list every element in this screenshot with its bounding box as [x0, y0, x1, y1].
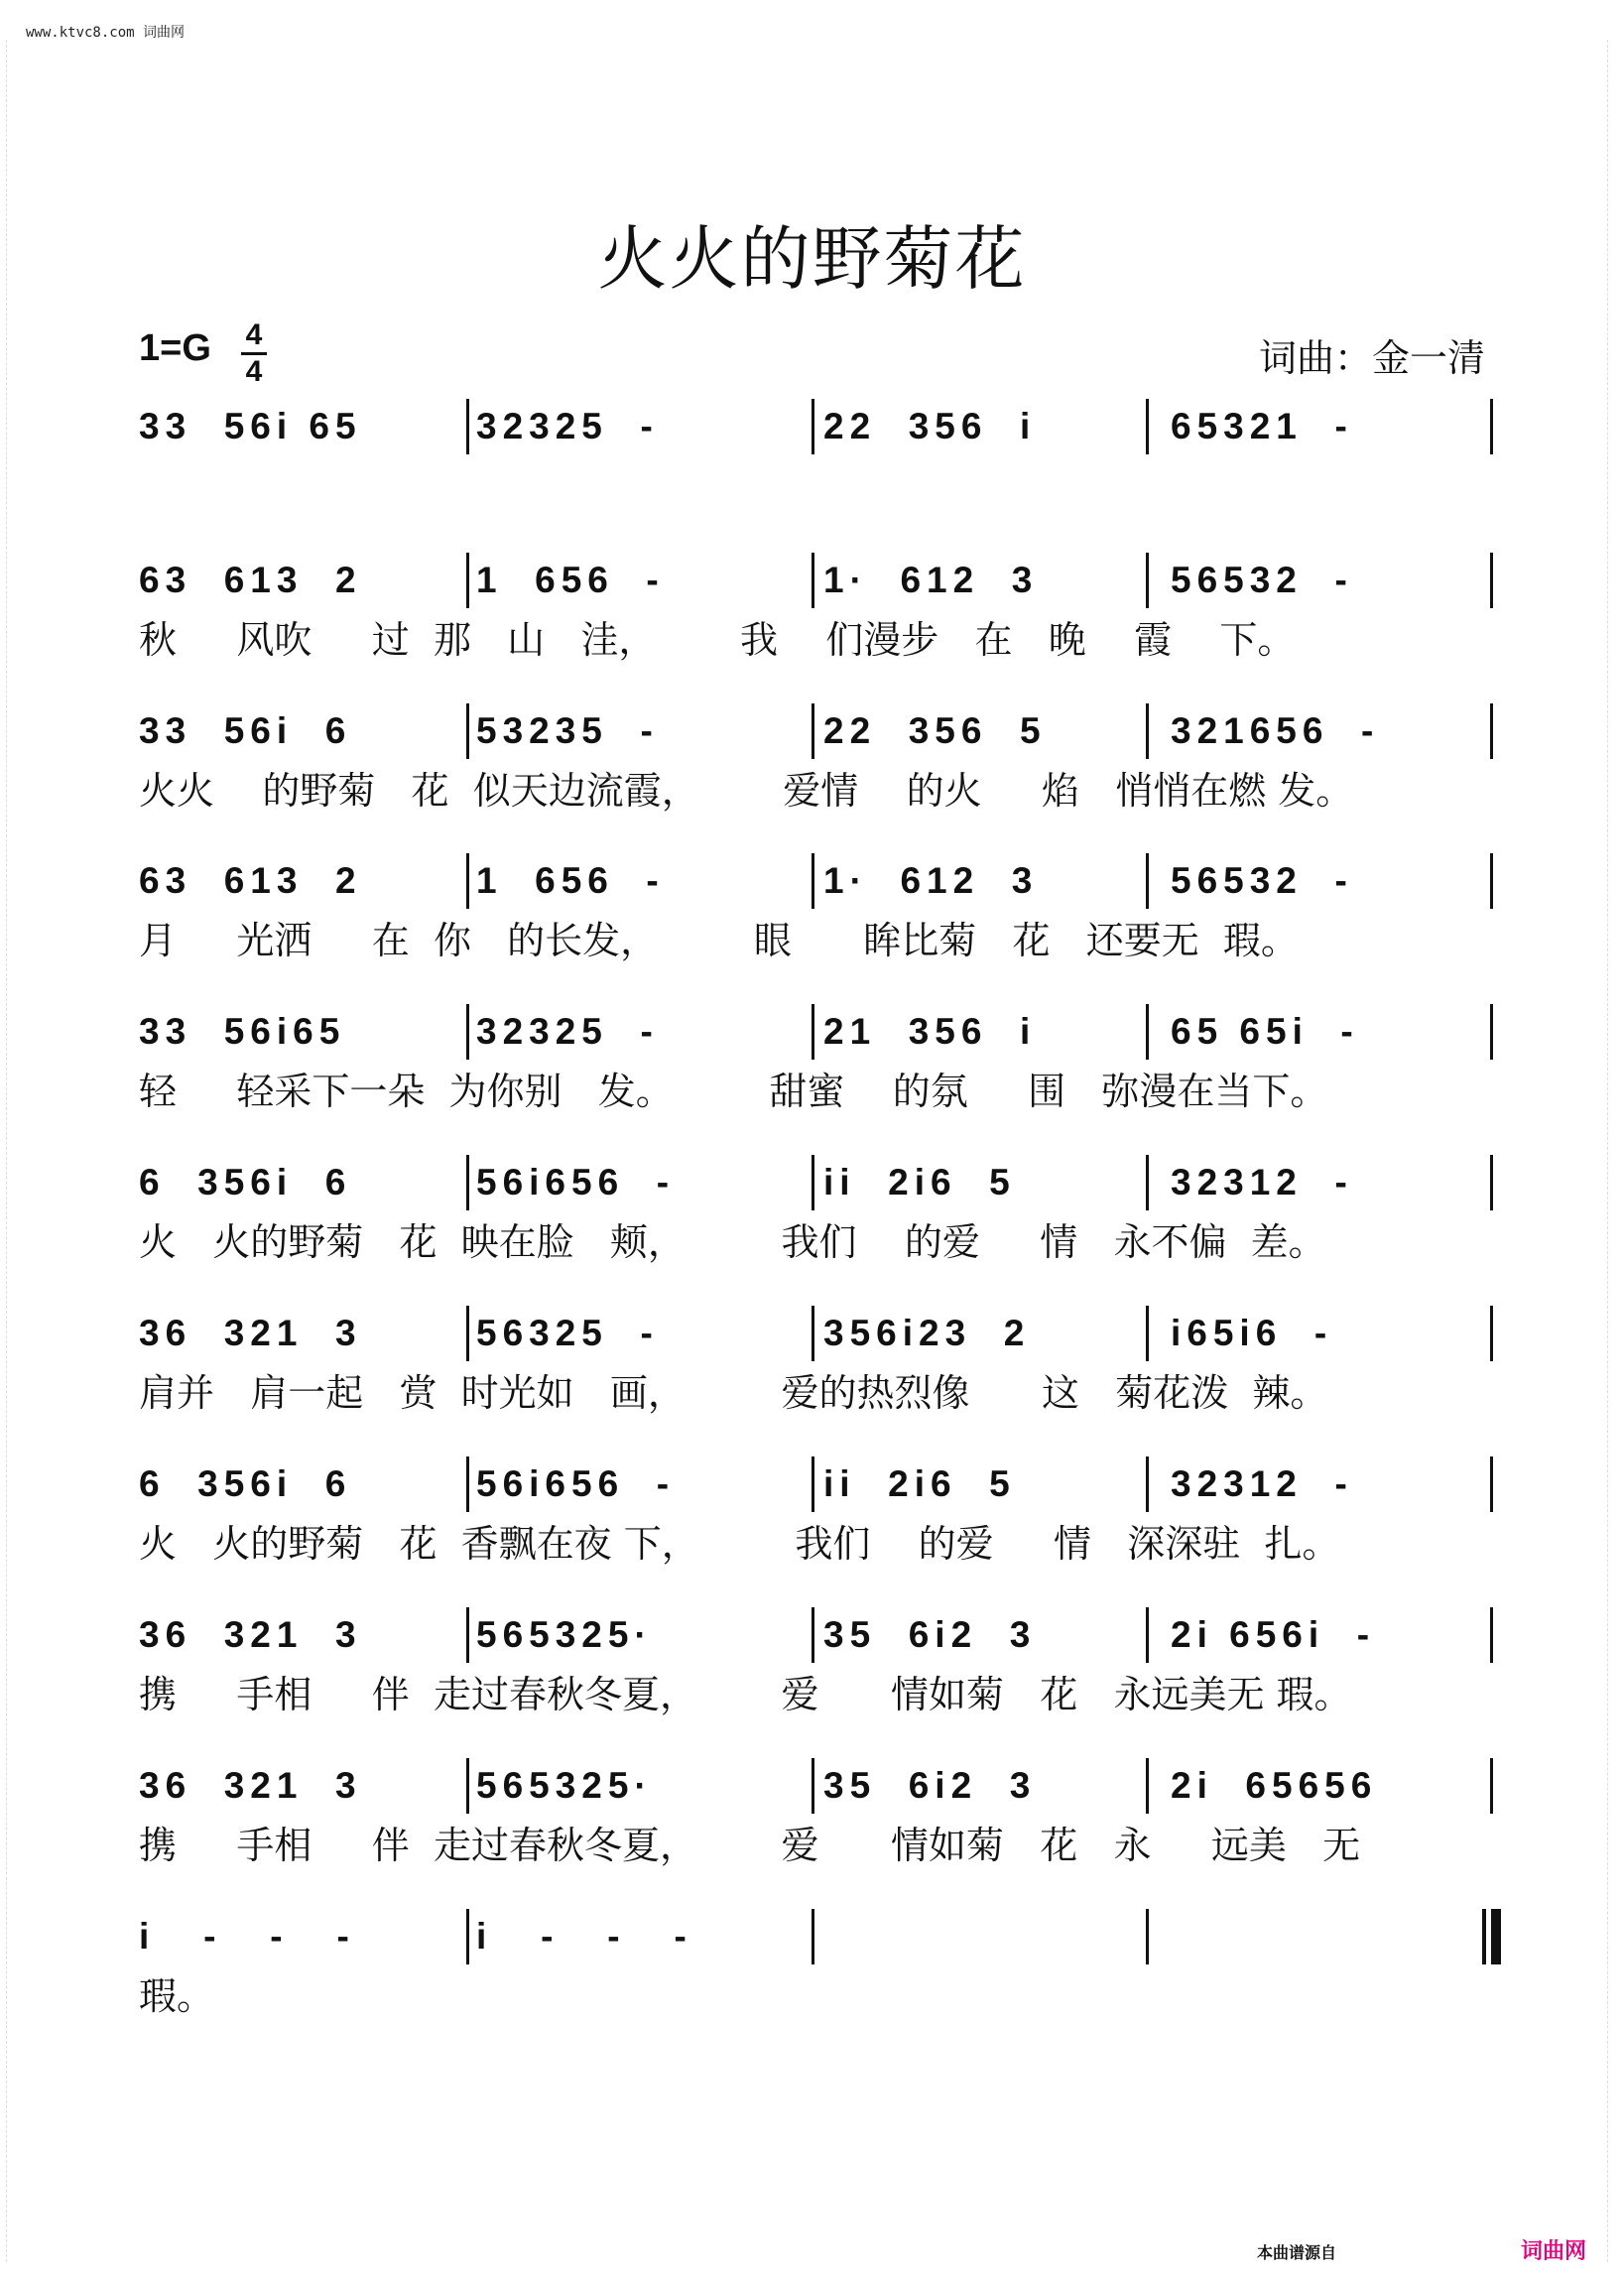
measure: 53235 - — [476, 710, 659, 751]
notation-row — [139, 551, 1498, 610]
barline — [1146, 553, 1149, 608]
measure: 56i656 - — [476, 1463, 676, 1504]
notation-row — [139, 1002, 1498, 1062]
measure: 36 321 3 — [139, 1614, 362, 1655]
barline — [1146, 703, 1149, 759]
barline — [1490, 1004, 1493, 1060]
measure: 2i 65656 — [1171, 1765, 1378, 1806]
measure: 22 356 5 — [823, 710, 1047, 751]
barline — [466, 553, 469, 608]
measure: i65i6 - — [1171, 1313, 1333, 1353]
footer-site-logo: 词曲网 — [1520, 2239, 1586, 2264]
barline — [466, 1909, 469, 1964]
measure: 356i23 2 — [823, 1313, 1031, 1353]
footer-source: 本曲谱源自 — [1256, 2243, 1336, 2262]
measure: 321656 - — [1171, 710, 1380, 751]
measure: 33 56i65 — [139, 1011, 346, 1052]
barline — [466, 1004, 469, 1060]
lyric-line: 携 手相 伴 走过春秋冬夏， 爱 情如菊 花 永 远美 无 — [139, 1824, 1361, 1867]
measure: 22 356 i — [823, 406, 1037, 446]
notation-row — [139, 1756, 1498, 1816]
measure: i - - - — [476, 1916, 692, 1957]
measure: 32325 - — [476, 1011, 659, 1052]
final-barline — [1482, 1909, 1486, 1964]
lyric-line: 轻 轻采下一朵 为你别 发。 甜蜜 的氛 围 弥漫在当下。 — [139, 1070, 1328, 1113]
barline — [1490, 1306, 1493, 1361]
measure: 32312 - — [1171, 1162, 1353, 1202]
barline — [812, 1758, 814, 1814]
measure: 1 656 - — [476, 860, 665, 901]
measure: 33 56i 6 — [139, 710, 352, 751]
header-url: www.ktvc8.com 词曲网 — [26, 25, 186, 41]
measure: ii 2i6 5 — [823, 1162, 1016, 1202]
measure: 6 356i 6 — [139, 1162, 352, 1202]
measure: 56i656 - — [476, 1162, 676, 1202]
barline — [812, 1607, 814, 1663]
lyric-line — [139, 458, 1498, 514]
right-watermark-strip — [1607, 40, 1618, 2262]
measure: 36 321 3 — [139, 1313, 362, 1353]
barline — [812, 1909, 814, 1964]
measure: ii 2i6 5 — [823, 1463, 1016, 1504]
lyric-line: 瑕。 — [139, 1974, 215, 2018]
measure: 35 6i2 3 — [823, 1765, 1037, 1806]
barline — [466, 853, 469, 909]
barline — [812, 853, 814, 909]
barline — [812, 703, 814, 759]
barline — [1146, 1758, 1149, 1814]
notation-row — [139, 701, 1498, 761]
measure: 565325· — [476, 1614, 653, 1655]
measure: 6 356i 6 — [139, 1463, 352, 1504]
barline — [466, 399, 469, 454]
lyric-line: 火火 的野菊 花 似天边流霞， 爱情 的火 焰 悄悄在燃 发。 — [139, 769, 1354, 813]
barline — [812, 1004, 814, 1060]
measure — [1171, 1907, 1488, 1966]
measure: 56325 - — [476, 1313, 659, 1353]
barline — [1146, 1909, 1149, 1964]
measure: 65321 - — [1171, 406, 1353, 446]
barline — [466, 1758, 469, 1814]
measure: 32312 - — [1171, 1463, 1353, 1504]
measure: 565325· — [476, 1765, 653, 1806]
measure: 33 56i 65 — [139, 406, 362, 446]
barline — [1146, 1004, 1149, 1060]
left-watermark-strip — [6, 40, 17, 2262]
measure: 2i 656i - — [1171, 1614, 1376, 1655]
key-signature: 1=G — [139, 327, 211, 369]
barline — [1146, 1607, 1149, 1663]
barline — [1490, 853, 1493, 909]
barline — [812, 1155, 814, 1210]
measure: 36 321 3 — [139, 1765, 362, 1806]
lyric-line: 肩并 肩一起 赏 时光如 画， 爱的热烈像 这 菊花泼 辣。 — [139, 1371, 1328, 1415]
measure: 65 65i - — [1171, 1011, 1359, 1052]
measure: 63 613 2 — [139, 560, 362, 600]
lyric-line: 火 火的野菊 花 香飘在夜 下， 我们 的爱 情 深深驻 扎。 — [139, 1522, 1340, 1566]
author-credit: 词曲：金一清 — [1258, 336, 1485, 380]
barline — [812, 399, 814, 454]
notation-row — [139, 1605, 1498, 1665]
lyric-line: 秋 风吹 过 那 山 洼， 我 们漫步 在 晚 霞 下。 — [139, 618, 1296, 662]
notation-row — [139, 1455, 1498, 1514]
barline — [1490, 703, 1493, 759]
barline — [1490, 399, 1493, 454]
measure: 56532 - — [1171, 860, 1353, 901]
barline — [466, 703, 469, 759]
time-signature: 4 4 — [241, 319, 267, 388]
measure — [823, 1907, 1141, 1966]
notation-row — [139, 1304, 1498, 1363]
measure: i - - - — [139, 1916, 355, 1957]
lyric-line: 月 光洒 在 你 的长发， 眼 眸比菊 花 还要无 瑕。 — [139, 919, 1299, 962]
barline — [1490, 1456, 1493, 1512]
final-barline — [1491, 1909, 1501, 1964]
barline — [1146, 1306, 1149, 1361]
measure: 63 613 2 — [139, 860, 362, 901]
measure: 21 356 i — [823, 1011, 1037, 1052]
barline — [1146, 1155, 1149, 1210]
notation-row — [139, 1907, 1498, 1966]
barline — [1146, 399, 1149, 454]
barline — [1490, 1155, 1493, 1210]
measure: 1 656 - — [476, 560, 665, 600]
notation-row — [139, 851, 1498, 911]
notation-row — [139, 1153, 1498, 1212]
barline — [812, 1456, 814, 1512]
barline — [466, 1155, 469, 1210]
barline — [1146, 1456, 1149, 1512]
measure: 1· 612 3 — [823, 560, 1039, 600]
measure: 32325 - — [476, 406, 659, 446]
lyric-line: 携 手相 伴 走过春秋冬夏， 爱 情如菊 花 永远美无 瑕。 — [139, 1673, 1352, 1716]
barline — [1490, 1607, 1493, 1663]
measure: 1· 612 3 — [823, 860, 1039, 901]
barline — [1146, 853, 1149, 909]
barline — [1490, 1758, 1493, 1814]
notation-row — [139, 397, 1498, 456]
barline — [812, 1306, 814, 1361]
barline — [466, 1456, 469, 1512]
lyric-line: 火 火的野菊 花 映在脸 颊， 我们 的爱 情 永不偏 差。 — [139, 1220, 1326, 1264]
barline — [812, 553, 814, 608]
barline — [1490, 553, 1493, 608]
song-title: 火火的野菊花 — [597, 218, 1027, 300]
barline — [466, 1306, 469, 1361]
measure: 56532 - — [1171, 560, 1353, 600]
barline — [466, 1607, 469, 1663]
measure: 35 6i2 3 — [823, 1614, 1037, 1655]
